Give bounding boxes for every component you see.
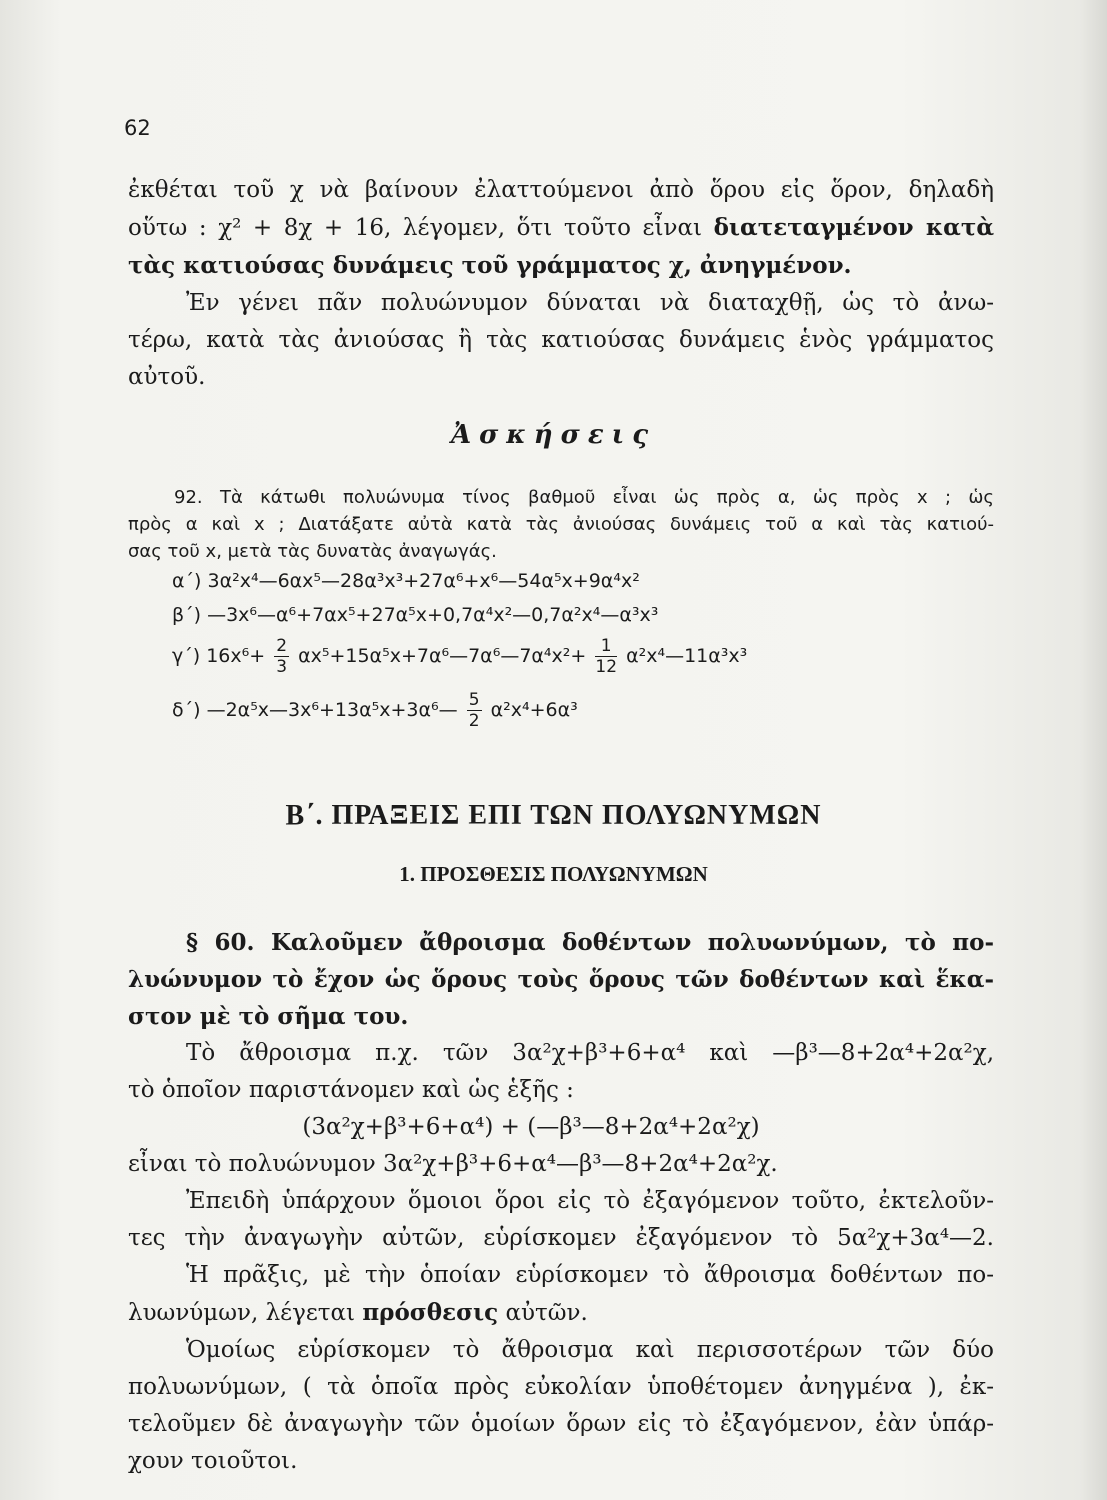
text-line: Τὸ ἄθροισμα π.χ. τῶν 3α²χ+β³+6+α⁴ καὶ —β³—8+2α⁴+2α²χ, [186,1040,994,1066]
text-line: Ἐπειδὴ ὑπάρχουν ὅμοιοι ὅροι εἰς τὸ ἐξαγόμενον τοῦτο, ἐκτελοῦν- [186,1188,994,1214]
fraction: $\frac{5}{2}$ [468,690,480,731]
section-title: Β΄. ΠΡΑΞΕΙΣ ΕΠΙ ΤΩΝ ΠΟΛΥΩΝΥΜΩΝ [285,800,822,831]
text-line: τὸ ὁποῖον παριστάνομεν καὶ ὡς ἑξῆς : [128,1077,574,1103]
text-line: ἐκθέται τοῦ χ νὰ βαίνουν ἐλαττούμενοι ἀπὸ ὅρου εἰς ὅρον, δηλαδὴ [128,177,994,203]
page-number: 62 [124,116,151,140]
exercise-item-d: δ΄) —2α⁵x—3x⁶+13α⁵x+3α⁶— $\frac{5}{2}$ α²x⁴+6α³ [172,690,578,731]
exercise-item-b: β΄) —3x⁶—α⁶+7αx⁵+27α⁵x+0,7α⁴x²—0,7α²x⁴—α³x³ [172,604,659,626]
intro-paragraph [128,172,994,396]
text-line: τέρω, κατὰ τὰς ἀνιούσας ἢ τὰς κατιούσας δυνάμεις ἑνὸς γράμματος [128,327,994,353]
text-line: λυώνυμον τὸ ἔχον ὡς ὅρους τοὺς ὅρους τῶν δοθέντων καὶ ἕκα- [128,966,994,993]
text-line: πρὸς α καὶ x ; Διατάξατε αὐτὰ κατὰ τὰς ἀνιούσας δυνάμεις τοῦ α καὶ τὰς κατιού- [128,514,994,535]
text-line: χουν τοιοῦτοι. [128,1448,298,1474]
text-line: 92. Τὰ κάτωθι πολυώνυμα τίνος βαθμοῦ εἶναι ὡς πρὸς α, ὡς πρὸς x ; ὡς [174,487,994,508]
exercises-heading: Ἀσκήσεις [450,420,657,450]
text-line: εἶναι τὸ πολυώνυμον 3α²χ+β³+6+α⁴—β³—8+2α⁴+2α²χ. [128,1151,778,1177]
text-line: τες τὴν ἀναγωγὴν αὐτῶν, εὑρίσκομεν ἐξαγόμενον τὸ 5α²χ+3α⁴—2. [128,1225,994,1251]
exercise-item-a: α΄) 3α²x⁴—6αx⁵—28α³x³+27α⁶+x⁶—54α⁵x+9α⁴x² [172,570,640,592]
text-line: σας τοῦ x, μετὰ τὰς δυνατὰς ἀναγωγάς. [128,541,497,562]
text-line: οὕτω : χ² + 8χ + 16, λέγομεν, ὅτι τοῦτο εἶναι διατεταγμένον κατὰ [128,214,995,241]
fraction: $\frac{2}{3}$ [276,636,288,677]
text-line: στον μὲ τὸ σῆμα του. [128,1003,409,1030]
text-line: Ἡ πρᾶξις, μὲ τὴν ὁποίαν εὑρίσκομεν τὸ ἄθροισμα δοθέντων πο- [186,1262,994,1288]
text-line: τὰς κατιούσας δυνάμεις τοῦ γράμματος χ, ἀνηγμένον. [128,252,852,279]
paragraph-60 [128,924,994,1480]
text-line: τελοῦμεν δὲ ἀναγωγὴν τῶν ὁμοίων ὅρων εἰς τὸ ἐξαγόμενον, ἐὰν ὑπάρ- [128,1411,994,1437]
text-line: Ὁμοίως εὑρίσκομεν τὸ ἄθροισμα καὶ περισσοτέρων τῶν δύο [186,1337,994,1363]
text-line: Ἐν γένει πᾶν πολυώνυμον δύναται νὰ διαταχθῇ, ὡς τὸ ἀνω- [186,290,994,316]
exercise-item-c: γ΄) 16x⁶+ $\frac{2}{3}$ αx⁵+15α⁵x+7α⁶—7α⁶—7α⁴x²+ $\frac{1}{12}$ α²x⁴—11α³x³ [172,636,748,677]
subsection-title: 1. ΠΡΟΣΘΕΣΙΣ ΠΟΛΥΩΝΥΜΩΝ [399,862,708,886]
text-line: πολυωνύμων, ( τὰ ὁποῖα πρὸς εὐκολίαν ὑποθέτομεν ἀνηγμένα ), ἐκ- [128,1374,994,1400]
text-line: § 60. Καλοῦμεν ἄθροισμα δοθέντων πολυωνύμων, τὸ πο- [186,929,994,956]
text-line: λυωνύμων, λέγεται πρόσθεσις αὐτῶν. [128,1299,588,1326]
sum-expression: (3α²χ+β³+6+α⁴) + (—β³—8+2α⁴+2α²χ) [302,1114,760,1140]
exercise-92-text [128,484,994,565]
text-line: αὐτοῦ. [128,364,206,390]
fraction: $\frac{1}{12}$ [595,636,618,677]
